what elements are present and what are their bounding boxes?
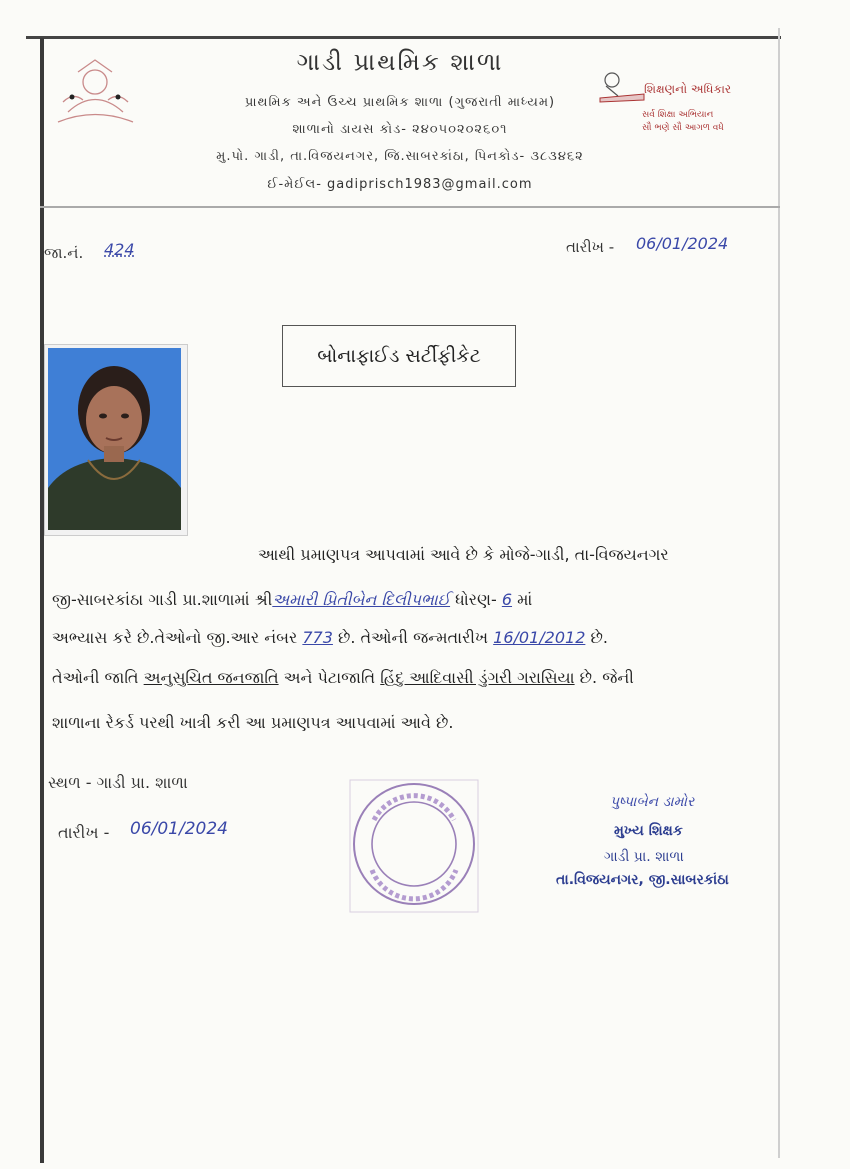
- body-line-5: શાળાના રેકર્ડ પરથી ખાત્રી કરી આ પ્રમાણપત્ર આપવામાં આવે છે.: [52, 713, 454, 732]
- body-line-3-end: છે.: [585, 628, 608, 647]
- body-line-3-mid: છે. તેઓની જન્મતારીખ: [332, 628, 494, 647]
- school-stamp-icon: [344, 770, 484, 920]
- pencil-child-icon: [598, 68, 648, 108]
- school-subtitle: પ્રાથમિક અને ઉચ્ચ પ્રાથમિક શાળા (ગુજરાતી માધ્યમ): [244, 95, 556, 110]
- signatory-title: મુખ્ય શિક્ષક: [614, 823, 683, 839]
- sub-caste-value: હિંદુ આદિવાસી ડુંગરી ગરાસિયા: [380, 668, 575, 687]
- body-line-1: આથી પ્રમાણપત્ર આપવામાં આવે છે કે મોજે-ગાડી, તા-વિજયનગર: [258, 545, 669, 564]
- header-divider: [40, 206, 780, 208]
- rte-logo: [598, 68, 776, 140]
- rte-logo-sub1: સર્વ શિક્ષા અભિયાન: [642, 110, 714, 120]
- footer-date-value: 06/01/2024: [130, 819, 228, 839]
- body-line-2-start: જી-સાબરકાંઠા ગાડી પ્રા.શાળામાં શ્રી: [52, 590, 273, 609]
- body-line-4-start: તેઓની જાતિ: [52, 668, 144, 687]
- issue-date-value: 06/01/2024: [636, 234, 729, 253]
- headmaster-signature: પુષ્પાબેન ડામોર: [610, 794, 695, 810]
- student-photo: [48, 348, 181, 530]
- school-email: ઈ-મેઈલ- gadiprisch1983@gmail.com: [267, 177, 533, 192]
- body-line-4-mid: અને પેટાજાતિ: [278, 668, 381, 687]
- student-name: અમારી પ્રિતીબેન દિલીપભાઈ: [272, 590, 451, 609]
- reference-label: જા.નં.: [44, 244, 84, 262]
- rte-logo-sub2: સૌ ભણે સૌ આગળ વધે: [642, 123, 724, 133]
- page-border-right: [778, 28, 780, 1158]
- signatory-school: ગાડી પ્રા. શાળા: [604, 849, 684, 865]
- footer-date-label: તારીખ -: [58, 823, 110, 842]
- body-line-4: [52, 668, 634, 688]
- issue-date-label: તારીખ -: [566, 238, 615, 256]
- body-line-2-end: માં: [512, 590, 533, 609]
- place-label: સ્થળ - ગાડી પ્રા. શાળા: [48, 773, 188, 792]
- school-address: મુ.પો. ગાડી, તા.વિજયનગર, જિ.સાબરકાંઠા, પિનકોડ- ૩૮૩૪૬૨: [216, 149, 584, 164]
- body-line-3: [52, 628, 608, 648]
- body-line-4-end: છે. જેની: [574, 668, 634, 687]
- school-name: ગાડી પ્રાથમિક શાળા: [296, 48, 504, 76]
- caste-value: અનુસુચિત જનજાતિ: [143, 668, 279, 687]
- body-line-2-mid: ધોરણ-: [450, 590, 502, 609]
- gr-number: 773: [302, 628, 333, 647]
- page-border-top: [26, 36, 781, 39]
- certificate-title: બોનાફાઈડ સર્ટીફીકેટ: [282, 325, 516, 387]
- birth-date: 16/01/2012: [493, 628, 586, 647]
- dise-code: શાળાનો ડાયસ કોડ- ૨૪૦૫૦૨૦૨૬૦૧: [292, 122, 508, 137]
- body-line-3-start: અભ્યાસ કરે છે.તેઓનો જી.આર નંબર: [52, 628, 303, 647]
- rte-logo-text: શિક્ષણનો અધિકાર: [644, 82, 732, 96]
- reference-number: 424: [104, 240, 135, 259]
- standard-value: 6: [501, 590, 513, 609]
- body-line-2: [52, 590, 532, 610]
- signatory-place: તા.વિજયનગર, જી.સાબરકાંઠા: [556, 872, 729, 888]
